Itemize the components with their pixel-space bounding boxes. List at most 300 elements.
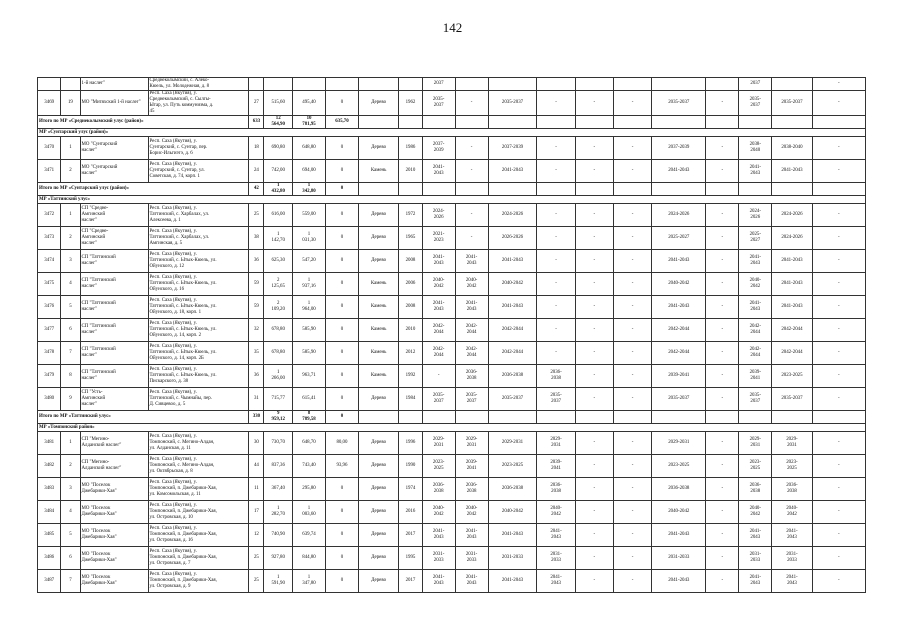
cell: 2041- 2043 <box>739 296 772 319</box>
cell: Дерево <box>358 227 398 250</box>
cell: 2042- 2044 <box>422 342 455 365</box>
cell-address: Респ. Саха (Якутия), у. Таттинский, с. Ытык-Кюель, ул. Ойунского, д. 14, корп. 2Б <box>148 342 249 365</box>
cell: 2040-2042 <box>652 501 706 524</box>
cell: - <box>455 160 488 183</box>
cell: - <box>812 455 865 478</box>
cell: 0 <box>325 160 358 183</box>
cell: Камень <box>358 342 398 365</box>
cell: Дерево <box>358 388 398 411</box>
cell: 1 937,16 <box>293 273 326 296</box>
table-row <box>38 570 866 593</box>
cell: 2023- 2025 <box>739 455 772 478</box>
cell <box>399 411 422 424</box>
table-row <box>38 137 866 160</box>
cell: 2041-2043 <box>652 570 706 593</box>
cell: - <box>706 250 739 273</box>
cell: - <box>613 547 651 570</box>
cell: 1992 <box>399 365 422 388</box>
cell <box>652 411 706 424</box>
table-row <box>38 91 866 116</box>
cell <box>358 411 398 424</box>
cell-no: 3483 <box>38 478 61 501</box>
cell: - <box>706 273 739 296</box>
total-cell: 330 <box>249 411 264 424</box>
cell: 2042- 2044 <box>422 319 455 342</box>
cell: 2 125,65 <box>264 273 293 296</box>
cell: 2036- 2038 <box>455 478 488 501</box>
total-row <box>38 116 866 129</box>
cell <box>537 183 575 196</box>
district-header <box>38 424 866 432</box>
cell-idx: 7 <box>61 570 80 593</box>
cell: - <box>613 137 651 160</box>
cell: - <box>575 137 613 160</box>
cell-owner: СП "Таттинский наслег" <box>80 296 148 319</box>
cell: - <box>575 319 613 342</box>
cell: 17 <box>249 501 264 524</box>
cell: - <box>613 319 651 342</box>
cell-no: 3479 <box>38 365 61 388</box>
cell: 2035-2037 <box>488 388 537 411</box>
cell-no: 3469 <box>38 91 61 116</box>
cell: 2041-2043 <box>652 524 706 547</box>
cell: 0 <box>325 570 358 593</box>
cell: 1984 <box>399 388 422 411</box>
cell: 2035- 2037 <box>739 388 772 411</box>
cell <box>537 411 575 424</box>
cell: 2031- 2033 <box>739 547 772 570</box>
cell: 2023- 2025 <box>772 455 812 478</box>
cell: 2040- 2042 <box>739 273 772 296</box>
cell-address: Респ. Саха (Якутия), у. Томпонский, п. Джебарики-Хая, ул. Островская, д. 10 <box>148 501 249 524</box>
cell: 2041- 2043 <box>422 250 455 273</box>
cell-no: 3485 <box>38 524 61 547</box>
cell <box>652 78 706 91</box>
cell: 495,40 <box>293 91 326 116</box>
cell: 1 031,30 <box>293 227 326 250</box>
cell-address: Респ. Саха (Якутия), у. Томпонский, п. Джебарики-Хая, ул. Комсомольская, д. 11 <box>148 478 249 501</box>
cell: 2041- 2043 <box>455 570 488 593</box>
cell: 2041-2043 <box>488 250 537 273</box>
cell: - <box>575 455 613 478</box>
cell: 2040- 2042 <box>739 501 772 524</box>
district-label: МР «Томпонский район» <box>38 424 866 432</box>
cell: 2035- 2037 <box>537 388 575 411</box>
housing-table <box>37 77 866 593</box>
cell: - <box>706 91 739 116</box>
cell: - <box>613 570 651 593</box>
cell <box>325 78 358 91</box>
cell: 0 <box>325 91 358 116</box>
cell-address: Респ. Саха (Якутия), у. Таттинский, с. Ытык-Кюель, ул. Ойунского, д. 14, корп. 2 <box>148 319 249 342</box>
cell-address: Респ. Саха (Якутия), у. Среднеколымский, с. Сылгы- Ытар, ул. Путь коммунизма, д. 45 <box>148 91 249 116</box>
cell: 639,74 <box>293 524 326 547</box>
cell: 2042-2044 <box>772 342 812 365</box>
cell: 2 109,20 <box>264 296 293 319</box>
cell: 740,90 <box>264 524 293 547</box>
cell: 2040- 2042 <box>772 501 812 524</box>
cell-idx: 5 <box>61 524 80 547</box>
cell: - <box>422 365 455 388</box>
cell: 2023- 2025 <box>422 455 455 478</box>
cell: 2024-2026 <box>772 227 812 250</box>
cell <box>422 183 455 196</box>
cell-no: 3472 <box>38 204 61 227</box>
cell: 1972 <box>399 204 422 227</box>
cell: 0 <box>325 342 358 365</box>
cell: - <box>613 160 651 183</box>
cell: 0 <box>325 227 358 250</box>
cell: - <box>575 342 613 365</box>
cell <box>812 183 865 196</box>
table-row <box>38 478 866 501</box>
cell-idx: 2 <box>61 455 80 478</box>
cell: 2023-2025 <box>488 455 537 478</box>
cell: 2031- 2033 <box>772 547 812 570</box>
cell: - <box>812 547 865 570</box>
total-cell: 635,70 <box>325 116 358 129</box>
cell: 2035-2037 <box>772 91 812 116</box>
cell: 2037 <box>422 78 455 91</box>
cell: 1 964,00 <box>293 296 326 319</box>
total-row <box>38 183 866 196</box>
cell <box>772 116 812 129</box>
cell: 2037 <box>739 78 772 91</box>
cell-owner: СП "Средне- Амгинский наслег" <box>80 227 148 250</box>
cell: 2041- 2043 <box>772 524 812 547</box>
total-label: Итого по МР «Среднеколымский улус (район)» <box>38 116 249 129</box>
cell: - <box>537 91 575 116</box>
cell: - <box>706 570 739 593</box>
cell: - <box>613 296 651 319</box>
cell-address: Респ. Саха (Якутия), у. Томпонский, п. Джебарики-Хая, ул. Островская, д. 16 <box>148 524 249 547</box>
cell: 2031- 2033 <box>537 547 575 570</box>
total-label: Итого по МР «Сунтарский улус (район)» <box>38 183 249 196</box>
cell-address: Респ. Саха (Якутия), у. Таттинский, с. Ытык-Кюель, ул. Ойунского, д. 16 <box>148 273 249 296</box>
cell: - <box>575 570 613 593</box>
cell: 616,00 <box>264 204 293 227</box>
cell: 2041- 2043 <box>772 570 812 593</box>
cell: - <box>613 273 651 296</box>
cell-owner: МО "Поселок Джебарики-Хая" <box>80 570 148 593</box>
cell-idx: 1 <box>61 432 80 455</box>
cell: 2025-2027 <box>652 227 706 250</box>
cell: 2041- 2043 <box>422 296 455 319</box>
cell: - <box>575 227 613 250</box>
cell: - <box>812 524 865 547</box>
cell-idx: 6 <box>61 547 80 570</box>
cell: 1965 <box>399 227 422 250</box>
table-row <box>38 388 866 411</box>
cell: Камень <box>358 273 398 296</box>
cell: - <box>613 524 651 547</box>
cell <box>455 78 488 91</box>
cell: 2041- 2043 <box>739 160 772 183</box>
cell <box>652 183 706 196</box>
cell: 2042-2044 <box>488 319 537 342</box>
cell: - <box>613 91 651 116</box>
cell: - <box>613 501 651 524</box>
cell: - <box>537 227 575 250</box>
cell <box>537 78 575 91</box>
cell-owner: СП "Средне- Амгинский наслег" <box>80 204 148 227</box>
cell: - <box>455 227 488 250</box>
cell-idx <box>61 78 80 91</box>
cell <box>455 411 488 424</box>
cell: 59 <box>249 296 264 319</box>
total-cell: 1 432,80 <box>264 183 293 196</box>
cell: 367,40 <box>264 478 293 501</box>
cell-address: Респ. Саха (Якутия), у. Таттинский, с. Чымнайы, пер. Д. Сивцевоо, д. 5 <box>148 388 249 411</box>
cell-no: 3473 <box>38 227 61 250</box>
cell-address: Респ. Саха (Якутия), у. Томпонский, с. Мегино-Алдан, ул. Алданская, д. 11 <box>148 432 249 455</box>
cell: - <box>812 137 865 160</box>
cell: 2041- 2043 <box>422 570 455 593</box>
cell: 38 <box>249 227 264 250</box>
cell-idx: 19 <box>61 91 80 116</box>
cell: 2023-2025 <box>652 455 706 478</box>
cell: 2008 <box>399 250 422 273</box>
cell: 2024- 2026 <box>739 204 772 227</box>
cell-idx: 3 <box>61 478 80 501</box>
cell: 2035-2037 <box>772 388 812 411</box>
cell: 2024- 2026 <box>422 204 455 227</box>
cell: 1 266,00 <box>264 365 293 388</box>
cell: - <box>575 501 613 524</box>
cell: 24 <box>249 160 264 183</box>
cell: 2035- 2037 <box>422 388 455 411</box>
cell: - <box>706 296 739 319</box>
cell: - <box>537 319 575 342</box>
cell: 1 591,90 <box>264 570 293 593</box>
cell: 690,80 <box>264 137 293 160</box>
cell: - <box>613 342 651 365</box>
cell: 2006 <box>399 273 422 296</box>
cell: 2036-2038 <box>488 478 537 501</box>
cell-idx: 1 <box>61 204 80 227</box>
cell: 2036- 2038 <box>537 478 575 501</box>
cell: 0 <box>325 501 358 524</box>
cell <box>575 183 613 196</box>
cell: 625,30 <box>264 250 293 273</box>
cell: - <box>613 388 651 411</box>
cell: 2029- 2031 <box>455 432 488 455</box>
cell: - <box>812 365 865 388</box>
cell: - <box>575 365 613 388</box>
table-body <box>38 78 866 593</box>
cell: 2008 <box>399 296 422 319</box>
cell: - <box>706 524 739 547</box>
cell: 2038- 2040 <box>739 137 772 160</box>
cell: 2024-2026 <box>488 204 537 227</box>
cell: - <box>575 273 613 296</box>
cell-owner: МО "Поселок Джебарики-Хая" <box>80 478 148 501</box>
cell <box>358 116 398 129</box>
cell: Дерево <box>358 570 398 593</box>
cell: Дерево <box>358 137 398 160</box>
cell: 2037- 2039 <box>422 137 455 160</box>
table-row <box>38 250 866 273</box>
cell: 2029- 2031 <box>422 432 455 455</box>
cell-idx: 5 <box>61 296 80 319</box>
cell: - <box>613 432 651 455</box>
cell-no: 3484 <box>38 501 61 524</box>
cell: - <box>455 137 488 160</box>
total-cell: 8 789,58 <box>293 411 326 424</box>
cell: 1990 <box>399 455 422 478</box>
cell: 837,36 <box>264 455 293 478</box>
cell: 2035-2037 <box>652 388 706 411</box>
total-cell: 0 <box>325 411 358 424</box>
cell <box>537 116 575 129</box>
cell: - <box>575 547 613 570</box>
cell-idx: 8 <box>61 365 80 388</box>
cell: 559,00 <box>293 204 326 227</box>
cell: 2017 <box>399 570 422 593</box>
cell: 2040- 2042 <box>455 273 488 296</box>
cell: 2041-2043 <box>652 250 706 273</box>
district-header <box>38 129 866 137</box>
cell: 2031-2033 <box>652 547 706 570</box>
cell: - <box>575 524 613 547</box>
cell: 2029- 2031 <box>537 432 575 455</box>
cell: 2029-2031 <box>488 432 537 455</box>
cell: 36 <box>249 365 264 388</box>
cell: 0 <box>325 478 358 501</box>
cell: - <box>455 204 488 227</box>
cell: 2041-2043 <box>488 296 537 319</box>
cell-no: 3481 <box>38 432 61 455</box>
cell: - <box>575 250 613 273</box>
cell: 2041-2043 <box>652 160 706 183</box>
cell: 32 <box>249 319 264 342</box>
cell: 2023-2025 <box>772 365 812 388</box>
cell: 678,80 <box>264 319 293 342</box>
cell <box>358 78 398 91</box>
district-label: МР «Таттинский улус» <box>38 196 866 204</box>
cell: - <box>706 455 739 478</box>
total-cell: 10 781,95 <box>293 116 326 129</box>
cell <box>772 411 812 424</box>
cell: 2041- 2043 <box>422 524 455 547</box>
cell: 2031- 2033 <box>455 547 488 570</box>
cell-owner: МО "Поселок Джебарики-Хая" <box>80 524 148 547</box>
cell: 2040-2042 <box>652 273 706 296</box>
total-cell: 0 <box>325 183 358 196</box>
cell: 93,96 <box>325 455 358 478</box>
cell: Дерево <box>358 501 398 524</box>
district-label: МР «Сунтарский улус (район)» <box>38 129 866 137</box>
cell: 25 <box>249 547 264 570</box>
total-cell: 9 959,12 <box>264 411 293 424</box>
cell: - <box>812 250 865 273</box>
cell: Дерево <box>358 455 398 478</box>
cell-idx: 3 <box>61 250 80 273</box>
cell-no: 3478 <box>38 342 61 365</box>
cell: Дерево <box>358 432 398 455</box>
cell: 0 <box>325 319 358 342</box>
cell: - <box>537 204 575 227</box>
cell: 2035- 2037 <box>455 388 488 411</box>
cell-owner: МО "Поселок Джебарики-Хая" <box>80 501 148 524</box>
table-row <box>38 78 866 91</box>
cell: 1986 <box>399 137 422 160</box>
cell: 11 <box>249 478 264 501</box>
table-row <box>38 524 866 547</box>
cell-owner: СП "Мегино- Алданский наслег" <box>80 432 148 455</box>
cell: - <box>575 204 613 227</box>
cell: - <box>706 342 739 365</box>
cell: 715,77 <box>264 388 293 411</box>
cell: 2036- 2038 <box>455 365 488 388</box>
cell: - <box>812 570 865 593</box>
cell: 2036- 2038 <box>537 365 575 388</box>
cell-idx: 2 <box>61 227 80 250</box>
cell: 2017 <box>399 524 422 547</box>
cell <box>249 78 264 91</box>
cell: 2029- 2031 <box>739 432 772 455</box>
cell: 2010 <box>399 160 422 183</box>
cell-owner: СП "Таттинский наслег" <box>80 342 148 365</box>
cell-idx: 4 <box>61 273 80 296</box>
cell: - <box>575 478 613 501</box>
cell: 2041- 2043 <box>455 524 488 547</box>
cell: - <box>537 137 575 160</box>
cell: 2041- 2043 <box>455 250 488 273</box>
cell: 1 347,80 <box>293 570 326 593</box>
cell <box>422 411 455 424</box>
cell: 2010 <box>399 319 422 342</box>
cell <box>706 411 739 424</box>
cell-idx: 2 <box>61 160 80 183</box>
cell: 2041-2043 <box>488 524 537 547</box>
cell: 2041- 2043 <box>537 570 575 593</box>
cell: 2037-2039 <box>488 137 537 160</box>
cell <box>399 183 422 196</box>
cell: 2029- 2031 <box>772 432 812 455</box>
total-cell: 42 <box>249 183 264 196</box>
cell: - <box>812 342 865 365</box>
cell: - <box>812 160 865 183</box>
cell-no: 3487 <box>38 570 61 593</box>
cell-address: Респ. Саха (Якутия), у. Таттинский, с. Ытык-Кюель, ул. Ойунского, д. 18, корп. 1 <box>148 296 249 319</box>
cell: 2040-2042 <box>488 501 537 524</box>
cell: 1995 <box>399 547 422 570</box>
cell: 25 <box>249 204 264 227</box>
cell: 2042- 2044 <box>455 319 488 342</box>
cell: - <box>575 296 613 319</box>
cell: 694,00 <box>293 160 326 183</box>
cell: - <box>537 273 575 296</box>
cell: Камень <box>358 296 398 319</box>
cell: 743,40 <box>293 455 326 478</box>
cell: 12 <box>249 524 264 547</box>
cell: - <box>537 250 575 273</box>
cell-address: Респ. Саха (Якутия), у. Томпонский, п. Джебарики-Хая, ул. Островская, д. 7 <box>148 547 249 570</box>
cell: 2037-2039 <box>652 137 706 160</box>
cell <box>358 183 398 196</box>
cell-address: Респ. Саха (Якутия), у. Таттинский, с. Харбалах, ул. Алексеева, д. 1 <box>148 204 249 227</box>
cell: 2041- 2043 <box>739 250 772 273</box>
cell-no <box>38 78 61 91</box>
cell-address: Среднеколымский, с. Алеко- Кюель, ул. Молодежная, д. 8 <box>148 78 249 91</box>
cell: 2041- 2043 <box>455 296 488 319</box>
cell: - <box>575 91 613 116</box>
table-row <box>38 432 866 455</box>
cell <box>706 78 739 91</box>
cell: - <box>613 250 651 273</box>
cell-idx: 4 <box>61 501 80 524</box>
